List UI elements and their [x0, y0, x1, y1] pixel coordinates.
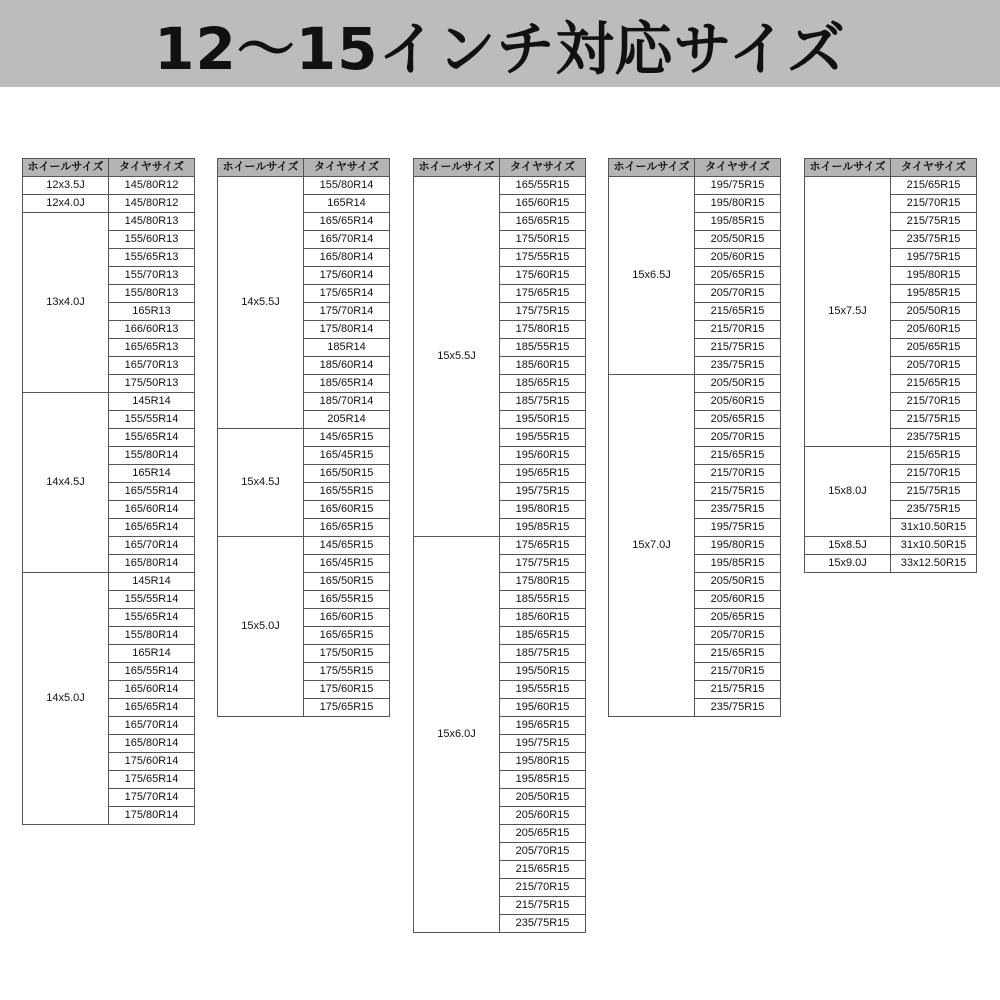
- tire-size-cell: 235/75R15: [891, 429, 977, 447]
- tire-size-cell: 165/60R15: [304, 501, 390, 519]
- tire-size-cell: 205/65R15: [695, 267, 781, 285]
- tire-size-cell: 175/80R14: [304, 321, 390, 339]
- wheel-size-cell: 14x5.0J: [23, 573, 109, 825]
- tire-size-cell: 205/60R15: [695, 393, 781, 411]
- tire-size-cell: 165/50R15: [304, 465, 390, 483]
- tire-size-cell: 205/65R15: [695, 609, 781, 627]
- tire-size-cell: 145/80R12: [109, 195, 195, 213]
- tire-size-cell: 205/50R15: [500, 789, 586, 807]
- tire-size-cell: 155/55R14: [109, 411, 195, 429]
- wheel-size-cell: 15x8.0J: [805, 447, 891, 537]
- tire-size-cell: 165/80R14: [109, 555, 195, 573]
- title-banner: [0, 0, 1000, 87]
- tire-size-cell: 205/70R15: [500, 843, 586, 861]
- table-row: [414, 537, 586, 555]
- tire-size-cell: 165/65R15: [304, 519, 390, 537]
- tire-size-cell: 215/65R15: [891, 375, 977, 393]
- tire-size-cell: 195/60R15: [500, 447, 586, 465]
- tire-size-cell: 175/55R15: [500, 249, 586, 267]
- tire-size-cell: 155/55R14: [109, 591, 195, 609]
- tire-size-cell: 215/70R15: [695, 321, 781, 339]
- tire-size-cell: 235/75R15: [695, 357, 781, 375]
- tire-size-cell: 165/80R14: [304, 249, 390, 267]
- tire-size-cell: 175/65R15: [500, 285, 586, 303]
- tire-size-cell: 185/65R14: [304, 375, 390, 393]
- tire-size-cell: 165R14: [304, 195, 390, 213]
- tire-size-header: タイヤサイズ: [695, 159, 781, 177]
- table-row: [23, 393, 195, 411]
- tire-size-cell: 165/45R15: [304, 555, 390, 573]
- wheel-size-header: ホイールサイズ: [218, 159, 304, 177]
- tire-size-cell: 205/60R15: [695, 249, 781, 267]
- tire-size-cell: 195/85R15: [695, 213, 781, 231]
- tire-size-cell: 33x12.50R15: [891, 555, 977, 573]
- header-row: [23, 159, 195, 177]
- table-row: [218, 537, 390, 555]
- tire-size-cell: 185/65R15: [500, 375, 586, 393]
- wheel-size-cell: 15x8.5J: [805, 537, 891, 555]
- tire-size-cell: 215/65R15: [695, 645, 781, 663]
- tire-size-cell: 175/60R15: [500, 267, 586, 285]
- size-table-3: [413, 158, 586, 933]
- tire-size-cell: 165R13: [109, 303, 195, 321]
- size-table-5: [804, 158, 977, 573]
- tire-size-cell: 175/65R14: [109, 771, 195, 789]
- tire-size-header: タイヤサイズ: [109, 159, 195, 177]
- wheel-size-cell: 15x6.5J: [609, 177, 695, 375]
- tire-size-cell: 205/50R15: [891, 303, 977, 321]
- wheel-size-cell: 15x4.5J: [218, 429, 304, 537]
- tire-size-cell: 195/55R15: [500, 681, 586, 699]
- tire-size-cell: 145R14: [109, 393, 195, 411]
- tire-size-cell: 205/60R15: [891, 321, 977, 339]
- tire-size-cell: 175/60R15: [304, 681, 390, 699]
- tire-size-cell: 235/75R15: [695, 501, 781, 519]
- table-row: [805, 555, 977, 573]
- tire-size-cell: 215/70R15: [891, 195, 977, 213]
- tire-size-cell: 165R14: [109, 645, 195, 663]
- tire-size-cell: 195/75R15: [500, 735, 586, 753]
- tire-size-cell: 145R14: [109, 573, 195, 591]
- tire-size-header: タイヤサイズ: [500, 159, 586, 177]
- tire-size-cell: 235/75R15: [891, 231, 977, 249]
- tire-size-cell: 215/70R15: [891, 393, 977, 411]
- wheel-size-cell: 15x5.0J: [218, 537, 304, 717]
- table-row: [218, 177, 390, 195]
- tire-size-cell: 155/80R14: [304, 177, 390, 195]
- tire-size-cell: 155/70R13: [109, 267, 195, 285]
- tire-size-cell: 195/80R15: [500, 753, 586, 771]
- tire-size-cell: 215/70R15: [695, 663, 781, 681]
- tire-size-cell: 215/75R15: [891, 411, 977, 429]
- tire-size-cell: 195/65R15: [500, 717, 586, 735]
- wheel-size-header: ホイールサイズ: [609, 159, 695, 177]
- wheel-size-header: ホイールサイズ: [805, 159, 891, 177]
- tire-size-cell: 165/50R15: [304, 573, 390, 591]
- tire-size-cell: 215/75R15: [695, 483, 781, 501]
- tire-size-cell: 185/75R15: [500, 393, 586, 411]
- tire-size-cell: 165/70R13: [109, 357, 195, 375]
- tire-size-cell: 205/70R15: [891, 357, 977, 375]
- tire-size-cell: 175/65R15: [500, 537, 586, 555]
- tire-size-cell: 205/70R15: [695, 627, 781, 645]
- tire-size-cell: 165/55R14: [109, 663, 195, 681]
- tire-size-cell: 165/45R15: [304, 447, 390, 465]
- tire-size-cell: 185R14: [304, 339, 390, 357]
- table-row: [218, 429, 390, 447]
- tire-size-cell: 185/75R15: [500, 645, 586, 663]
- tire-size-cell: 165/65R14: [109, 699, 195, 717]
- tire-size-cell: 175/50R15: [304, 645, 390, 663]
- tire-size-cell: 165/65R15: [304, 627, 390, 645]
- tire-size-cell: 195/85R15: [500, 771, 586, 789]
- tire-size-cell: 195/50R15: [500, 663, 586, 681]
- tire-size-cell: 175/80R15: [500, 321, 586, 339]
- tire-size-cell: 205/50R15: [695, 573, 781, 591]
- tire-size-cell: 205/65R15: [891, 339, 977, 357]
- wheel-size-header: ホイールサイズ: [23, 159, 109, 177]
- tire-size-cell: 205/70R15: [695, 429, 781, 447]
- table-row: [23, 195, 195, 213]
- tire-size-cell: 155/80R14: [109, 447, 195, 465]
- tire-size-cell: 195/55R15: [500, 429, 586, 447]
- tire-size-cell: 165/80R14: [109, 735, 195, 753]
- tire-size-cell: 155/80R13: [109, 285, 195, 303]
- tire-size-cell: 195/85R15: [891, 285, 977, 303]
- tire-size-cell: 175/75R15: [500, 303, 586, 321]
- tire-size-cell: 165/65R15: [500, 213, 586, 231]
- wheel-size-cell: 12x3.5J: [23, 177, 109, 195]
- tire-size-cell: 175/80R14: [109, 807, 195, 825]
- tire-size-cell: 185/55R15: [500, 591, 586, 609]
- tire-size-cell: 185/55R15: [500, 339, 586, 357]
- tire-size-cell: 215/65R15: [891, 447, 977, 465]
- tire-size-cell: 205R14: [304, 411, 390, 429]
- tire-size-cell: 185/60R15: [500, 357, 586, 375]
- tire-size-cell: 165/55R15: [304, 591, 390, 609]
- tire-size-cell: 215/65R15: [695, 447, 781, 465]
- tire-size-cell: 215/65R15: [891, 177, 977, 195]
- tire-size-cell: 165/65R14: [109, 519, 195, 537]
- tire-size-cell: 205/60R15: [500, 807, 586, 825]
- tire-size-cell: 195/75R15: [695, 177, 781, 195]
- tire-size-cell: 165/70R14: [304, 231, 390, 249]
- tire-size-cell: 175/65R15: [304, 699, 390, 717]
- tire-size-cell: 185/60R15: [500, 609, 586, 627]
- tire-size-cell: 195/80R15: [695, 195, 781, 213]
- tire-size-cell: 165/70R14: [109, 717, 195, 735]
- wheel-size-cell: 14x4.5J: [23, 393, 109, 573]
- tire-size-cell: 195/80R15: [695, 537, 781, 555]
- tire-size-cell: 215/75R15: [891, 483, 977, 501]
- tire-size-cell: 175/60R14: [109, 753, 195, 771]
- table-row: [609, 177, 781, 195]
- tire-size-cell: 145/65R15: [304, 537, 390, 555]
- tire-size-cell: 155/60R13: [109, 231, 195, 249]
- table-row: [23, 213, 195, 231]
- table-row: [805, 447, 977, 465]
- tire-size-cell: 235/75R15: [695, 699, 781, 717]
- wheel-size-header: ホイールサイズ: [414, 159, 500, 177]
- tire-size-cell: 31x10.50R15: [891, 519, 977, 537]
- tire-size-header: タイヤサイズ: [891, 159, 977, 177]
- tire-size-cell: 215/75R15: [500, 897, 586, 915]
- tire-size-cell: 235/75R15: [891, 501, 977, 519]
- page-title: 12〜15インチ対応サイズ: [154, 14, 846, 83]
- wheel-size-cell: 12x4.0J: [23, 195, 109, 213]
- tire-size-cell: 165/60R15: [304, 609, 390, 627]
- tire-size-cell: 155/65R14: [109, 429, 195, 447]
- tire-size-cell: 165/65R13: [109, 339, 195, 357]
- tire-size-cell: 185/65R15: [500, 627, 586, 645]
- tire-size-cell: 155/80R14: [109, 627, 195, 645]
- tire-size-cell: 165/60R15: [500, 195, 586, 213]
- tire-size-cell: 175/80R15: [500, 573, 586, 591]
- tire-size-cell: 175/55R15: [304, 663, 390, 681]
- wheel-size-cell: 15x5.5J: [414, 177, 500, 537]
- tire-size-cell: 165/70R14: [109, 537, 195, 555]
- size-table-1: [22, 158, 195, 825]
- tire-size-cell: 165/60R14: [109, 681, 195, 699]
- tire-size-cell: 215/70R15: [695, 465, 781, 483]
- table-row: [805, 177, 977, 195]
- tire-size-cell: 195/75R15: [500, 483, 586, 501]
- tire-size-cell: 145/65R15: [304, 429, 390, 447]
- tire-size-cell: 155/65R13: [109, 249, 195, 267]
- table-row: [609, 375, 781, 393]
- tire-size-cell: 175/75R15: [500, 555, 586, 573]
- table-row: [414, 177, 586, 195]
- wheel-size-cell: 14x5.5J: [218, 177, 304, 429]
- size-table-4: [608, 158, 781, 717]
- tire-size-cell: 215/75R15: [695, 681, 781, 699]
- tire-size-cell: 165R14: [109, 465, 195, 483]
- tire-size-cell: 215/75R15: [695, 339, 781, 357]
- tire-size-cell: 165/55R15: [500, 177, 586, 195]
- table-row: [23, 177, 195, 195]
- tire-size-cell: 195/80R15: [500, 501, 586, 519]
- wheel-size-cell: 15x7.5J: [805, 177, 891, 447]
- tire-size-cell: 165/60R14: [109, 501, 195, 519]
- tire-size-cell: 215/65R15: [500, 861, 586, 879]
- tire-size-cell: 195/80R15: [891, 267, 977, 285]
- tire-size-header: タイヤサイズ: [304, 159, 390, 177]
- tire-size-cell: 195/75R15: [695, 519, 781, 537]
- tire-size-cell: 175/50R13: [109, 375, 195, 393]
- tire-size-cell: 185/60R14: [304, 357, 390, 375]
- tire-size-cell: 205/70R15: [695, 285, 781, 303]
- tire-size-cell: 31x10.50R15: [891, 537, 977, 555]
- tire-size-cell: 205/60R15: [695, 591, 781, 609]
- tire-size-cell: 195/75R15: [891, 249, 977, 267]
- wheel-size-cell: 15x7.0J: [609, 375, 695, 717]
- tire-size-cell: 195/60R15: [500, 699, 586, 717]
- tire-size-cell: 155/65R14: [109, 609, 195, 627]
- tire-size-cell: 195/65R15: [500, 465, 586, 483]
- table-row: [23, 573, 195, 591]
- tire-size-cell: 215/75R15: [891, 213, 977, 231]
- tire-size-cell: 145/80R13: [109, 213, 195, 231]
- tire-size-cell: 205/65R15: [695, 411, 781, 429]
- tire-size-cell: 175/65R14: [304, 285, 390, 303]
- tire-size-cell: 145/80R12: [109, 177, 195, 195]
- tire-size-cell: 165/55R14: [109, 483, 195, 501]
- tire-size-cell: 205/50R15: [695, 375, 781, 393]
- table-row: [805, 537, 977, 555]
- header-row: [414, 159, 586, 177]
- tire-size-cell: 205/50R15: [695, 231, 781, 249]
- tire-size-cell: 215/70R15: [891, 465, 977, 483]
- header-row: [218, 159, 390, 177]
- tire-size-cell: 166/60R13: [109, 321, 195, 339]
- tire-size-cell: 195/85R15: [695, 555, 781, 573]
- wheel-size-cell: 15x9.0J: [805, 555, 891, 573]
- tire-size-cell: 165/65R14: [304, 213, 390, 231]
- size-table-2: [217, 158, 390, 717]
- tire-size-cell: 185/70R14: [304, 393, 390, 411]
- tire-size-cell: 165/55R15: [304, 483, 390, 501]
- header-row: [805, 159, 977, 177]
- tire-size-cell: 195/85R15: [500, 519, 586, 537]
- tire-size-cell: 235/75R15: [500, 915, 586, 933]
- header-row: [609, 159, 781, 177]
- tire-size-cell: 215/65R15: [695, 303, 781, 321]
- wheel-size-cell: 13x4.0J: [23, 213, 109, 393]
- tire-size-cell: 175/60R14: [304, 267, 390, 285]
- tire-size-cell: 195/50R15: [500, 411, 586, 429]
- wheel-size-cell: 15x6.0J: [414, 537, 500, 933]
- tire-size-cell: 175/50R15: [500, 231, 586, 249]
- tire-size-cell: 215/70R15: [500, 879, 586, 897]
- tire-size-cell: 175/70R14: [109, 789, 195, 807]
- tire-size-cell: 205/65R15: [500, 825, 586, 843]
- tire-size-cell: 175/70R14: [304, 303, 390, 321]
